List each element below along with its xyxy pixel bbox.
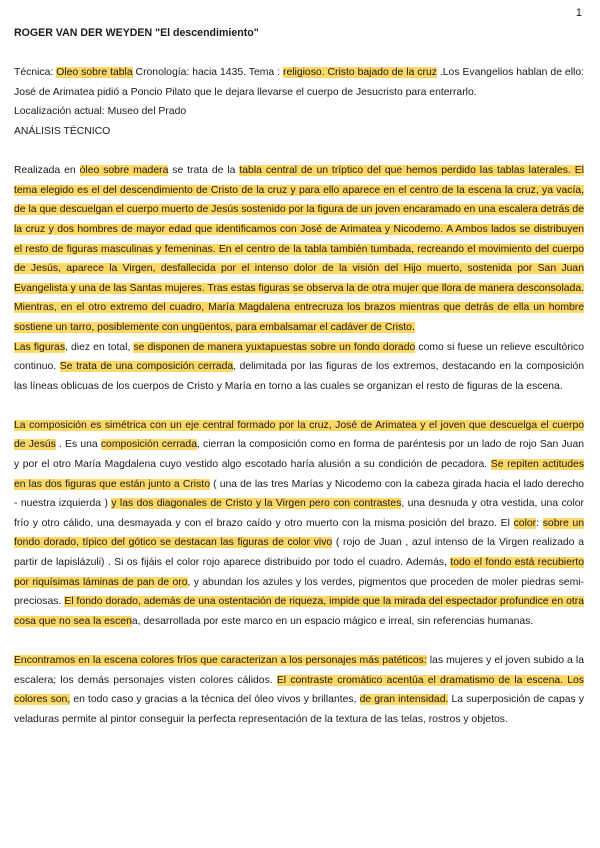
localizacion: Localización actual: Museo del Prado [14, 106, 187, 118]
cronologia-text: Cronología: hacia 1435. Tema : [132, 67, 283, 79]
highlight: se disponen de manera yuxtapuestas sobre un fondo dorado [133, 341, 416, 353]
highlight: Encontramos en la escena colores fríos que caracterizan a los personajes más patéticos: [14, 655, 427, 666]
highlight: El contraste cromático acentúa el dramatismo de la escena. Los colores son, [14, 674, 584, 706]
text-run: ( una de las tres Marías y Nicodemo con la cabeza girada hacia el lado derecho - nuestra izquierda ) [14, 478, 585, 510]
highlight: Se trata de una composición cerrada [59, 361, 234, 373]
highlight: religioso. Cristo bajado de la cruz [282, 67, 437, 79]
text-run: , diez en total, [65, 341, 134, 353]
highlight: óleo sobre madera [79, 165, 169, 177]
tecnica-label: Técnica: [14, 67, 57, 79]
text-run: . Es una [55, 439, 101, 451]
highlight: y las dos diagonales de Cristo y la Virgen pero con contrastes [111, 498, 402, 510]
highlight: El fondo dorado, además de una ostentación de riqueza, impide que la mirada del espectador profundice en otra cosa que no sea la escen [14, 596, 584, 627]
text-run: : [536, 517, 543, 529]
highlight: tabla central de un tríptico del que hemos perdido las tablas laterales. El tema elegido es el del descendimiento de Cristo de la cruz y para ello aparece en el centro de la escena la cruz, ya vacía, de la que descuelgan el cuerpo muerto de Jesús sostenido por la figura de un joven encaramado en una escalera detrás de la cruz y dos hombres de mayor edad que identificamos con José de Arimatea y Nicodemo. A Ambos lados se distribuyen el resto de figuras masculinas y femeninas. En el centro de la tabla también tumbada, recreando el movimiento del cuerpo de Jesús, aparece la Virgen, desfallecida por el intenso dolor de la visión del Hijo muerto, sostenida por San Juan Evangelista y una de las Santas mujeres. Tras estas figuras se observa la de otra mujer que llora de manera desconsolada. Mientras, en el otro extremo del cuadro, María Magdalena entrecruza los brazos mientras que detrás de ella un hombre sostiene un tarro, posiblemente con ungüentos, para embalsamar el cadáver de Cristo. [14, 165, 584, 333]
highlight: Oleo sobre tabla [56, 67, 133, 79]
text-run: , cierran la composición como en forma de paréntesis por un lado de rojo San Juan y por el otro María Magdalena cuyo vestido algo escotado haría alusión a su condición de pecadora. [14, 439, 584, 471]
evangelios-text: .Los Evangelios hablan de ello: José de Arimatea pidió a Poncio Pilato que le dejara llevarse el cuerpo de Jesucristo para enterrarlo. [14, 67, 584, 98]
text-run: las mujeres y el joven subido a la escalera; los demás personajes visten colores cálidos. [14, 655, 584, 686]
text-run: La superposición de capas y veladuras permite al pintor conseguir la perfecta representación de la textura de las telas, rostros y objetos. [14, 694, 584, 725]
paragraph-1 [14, 161, 584, 337]
highlight: color [513, 517, 537, 529]
page-number: 1 [575, 7, 582, 19]
analisis-heading: ANÁLISIS TÉCNICO [14, 125, 111, 137]
text-run: como si fuese un relieve escultórico continuo. [14, 341, 585, 373]
text-run: , una desnuda y otra vestida, una color frío y otro cálido, una desmayada y con el brazo caído y otro muerto con la misma posición del brazo. El [14, 498, 584, 529]
highlight: sobre un fondo dorado, típico del gótico se destacan las figuras de color vivo [14, 517, 584, 549]
text-run: Realizada en [14, 165, 80, 177]
document-body [14, 24, 584, 729]
text-run: a, desarrollada por este marco en un espacio mágico e irreal, sin referencias humanas. [131, 615, 534, 627]
paragraph-4 [14, 651, 584, 729]
highlight: de gran intensidad. [359, 694, 449, 706]
header-info [14, 63, 584, 102]
text-run: ( rojo de Juan , azul intenso de la Virgen realizado a partir de lapislázuli) . Si os fijáis el color rojo aparece distribuido por todo el cuadro. Además, [14, 537, 584, 569]
highlight: composición cerrada [100, 439, 197, 451]
text-run: , delimitada por las figuras de los extremos, destacando en la composición las líneas oblicuas de los cuerpos de Cristo y María en torno a las cuales se organizan el resto de figuras de la escena. [14, 361, 585, 392]
highlight: Se repiten actitudes en las dos figuras que están junto a Cristo [14, 459, 585, 490]
highlight: La composición es simétrica con un eje central formado por la cruz, José de Arimatea y el joven que descuelga el cuerpo de Jesús [14, 419, 584, 451]
text-run: se trata de la [168, 165, 240, 177]
highlight: Las figuras [14, 341, 66, 353]
highlight: todo el fondo está recubierto por riquísimas láminas de pan de oro [14, 557, 584, 588]
text-run: , y abundan los azules y los verdes, pigmentos que proceden de moler piedras semi-preciosas. [14, 576, 584, 608]
document-title: ROGER VAN DER WEYDEN "El descendimiento" [14, 27, 259, 39]
text-run: en todo caso y gracias a la técnica del óleo vivos y brillantes, [70, 694, 360, 706]
paragraph-3 [14, 416, 584, 632]
paragraph-2 [14, 338, 584, 397]
